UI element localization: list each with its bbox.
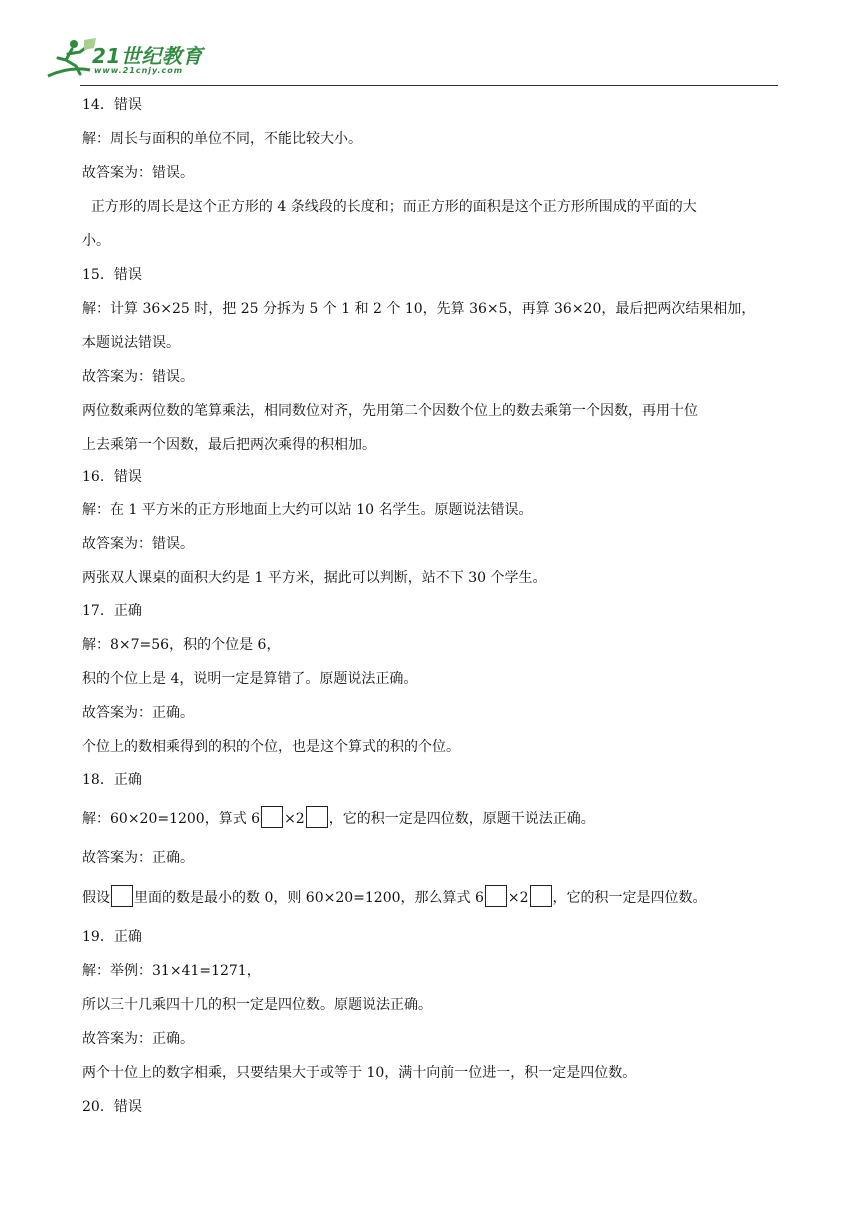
- header-rule: [80, 85, 778, 86]
- q14-title: 14．错误: [82, 97, 142, 113]
- q19-title: 19．正确: [82, 929, 142, 945]
- q17-solution-1: 解：8×7=56，积的个位是 6，: [82, 637, 281, 653]
- q14-note-2: 小。: [82, 233, 110, 249]
- q18-note: [82, 887, 707, 909]
- q15-solution-2: 本题说法错误。: [82, 335, 180, 351]
- q15-solution-1: 解：计算 36×25 时，把 25 分拆为 5 个 1 和 2 个 10，先算 36×5，再算 36×20，最后把两次结果相加，: [82, 301, 756, 317]
- q16-note: 两张双人课桌的面积大约是 1 平方米，据此可以判断，站不下 30 个学生。: [82, 570, 547, 586]
- brand-name: 21世纪教育: [92, 44, 203, 68]
- q15-note-2: 上去乘第一个因数，最后把两次乘得的积相加。: [82, 437, 376, 453]
- q17-answer: 故答案为：正确。: [82, 705, 194, 721]
- q18-title: 18．正确: [82, 772, 142, 788]
- q18-solution-part-c: ，它的积一定是四位数，原题干说法正确。: [328, 811, 595, 827]
- q18-note-part-b: 里面的数是最小的数 0，则 60×20=1200，那么算式 6: [134, 890, 484, 906]
- q16-solution: 解：在 1 平方米的正方形地面上大约可以站 10 名学生。原题说法错误。: [82, 502, 533, 518]
- q19-solution-1: 解：举例：31×41=1271，: [82, 963, 261, 979]
- q15-title: 15．错误: [82, 267, 142, 283]
- q15-note-1: 两位数乘两位数的笔算乘法，相同数位对齐，先用第二个因数个位上的数去乘第一个因数，再用十位: [82, 403, 698, 419]
- q19-solution-2: 所以三十几乘四十几的积一定是四位数。原题说法正确。: [82, 997, 432, 1013]
- q19-answer: 故答案为：正确。: [82, 1031, 194, 1047]
- q17-title: 17．正确: [82, 603, 142, 619]
- q18-note-part-d: ，它的积一定是四位数。: [552, 890, 707, 906]
- q14-answer: 故答案为：错误。: [82, 165, 194, 181]
- blank-box: [485, 885, 507, 907]
- q16-title: 16．错误: [82, 469, 142, 485]
- blank-box: [261, 806, 283, 828]
- blank-box: [306, 806, 328, 828]
- q14-note-1: 正方形的周长是这个正方形的 4 条线段的长度和；而正方形的面积是这个正方形所围成的平面的大: [82, 199, 697, 215]
- blank-box: [111, 885, 133, 907]
- q15-answer: 故答案为：错误。: [82, 369, 194, 385]
- blank-box: [530, 885, 552, 907]
- q19-note: 两个十位上的数字相乘，只要结果大于或等于 10，满十向前一位进一，积一定是四位数。: [82, 1065, 637, 1081]
- q17-solution-2: 积的个位上是 4，说明一定是算错了。原题说法正确。: [82, 671, 418, 687]
- q18-solution: [82, 808, 595, 830]
- q18-answer: 故答案为：正确。: [82, 850, 194, 866]
- q16-answer: 故答案为：错误。: [82, 536, 194, 552]
- q14-solution: 解：周长与面积的单位不同，不能比较大小。: [82, 131, 362, 147]
- q18-note-part-a: 假设: [82, 890, 110, 906]
- page-header: [0, 0, 860, 90]
- brand-url: www.21cnjy.com: [94, 66, 184, 75]
- q18-note-part-c: ×2: [507, 890, 529, 906]
- q18-solution-part-b: ×2: [284, 811, 305, 827]
- q18-solution-part-a: 解：60×20=1200，算式 6: [82, 811, 261, 827]
- q20-title: 20．错误: [82, 1099, 142, 1115]
- q17-note: 个位上的数相乘得到的积的个位，也是这个算式的积的个位。: [82, 739, 460, 755]
